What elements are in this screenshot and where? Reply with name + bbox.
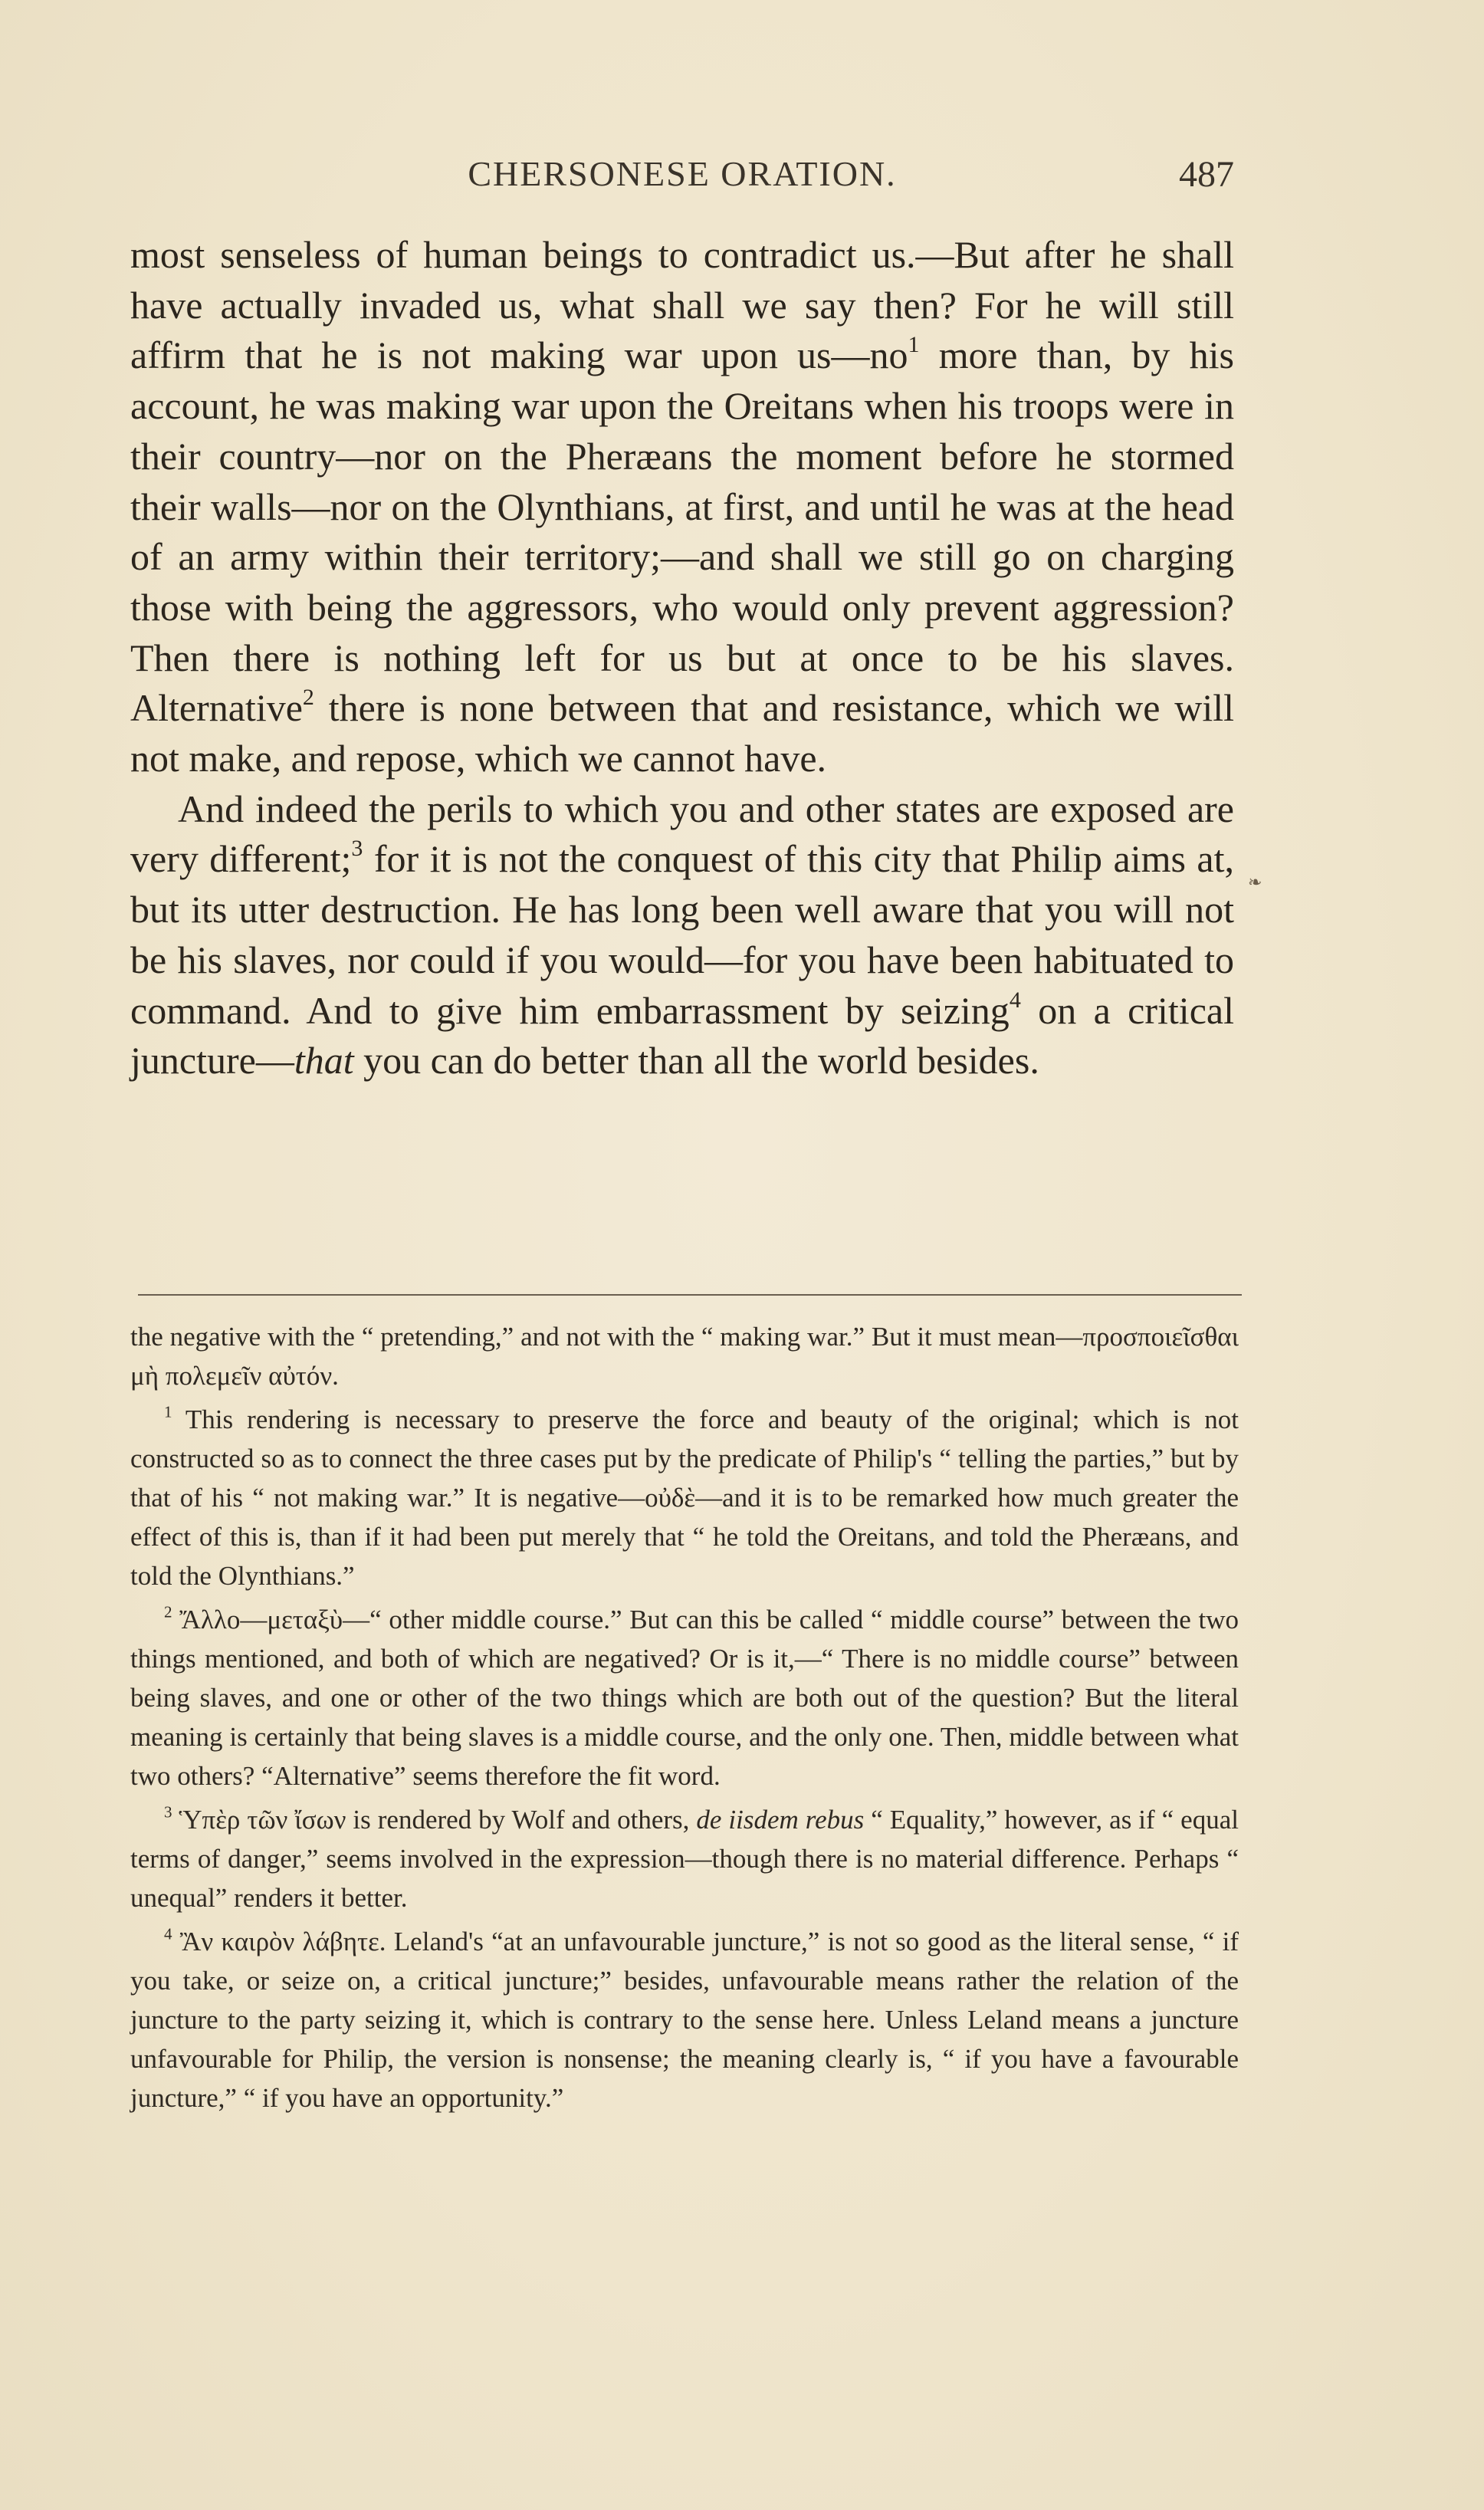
footnote-ref-1: 1 bbox=[908, 332, 920, 358]
footnote-2-text: Ἄλλο—μεταξὺ—“ other middle course.” But can this be called “ middle course” between the two things mentioned, and both of which are negatived? Or is it,—“ There is no middle course” between being slaves, and one or other of the two things which are both out of the question? But the literal meaning is certainly that being slaves is a middle course, and the only one. Then, middle between what two others? “Alternative” seems therefore the fit word. bbox=[130, 1605, 1239, 1791]
footnote-ref-2: 2 bbox=[302, 685, 314, 711]
footnote-3 bbox=[130, 1800, 1239, 1917]
paragraph-2-text-4: you can do better than all the world besides. bbox=[353, 1039, 1039, 1083]
emphasis-that: that bbox=[294, 1039, 354, 1083]
footnote-marker-3: 3 bbox=[164, 1802, 172, 1822]
page-title: CHERSONESE ORATION. bbox=[468, 154, 897, 193]
footnote-1 bbox=[130, 1400, 1239, 1595]
footnote-2 bbox=[130, 1600, 1239, 1795]
footnote-ref-3: 3 bbox=[351, 836, 363, 862]
footnote-marker-1: 1 bbox=[164, 1402, 172, 1421]
footnote-3-latin: de iisdem rebus bbox=[696, 1805, 865, 1835]
paragraph-2 bbox=[130, 784, 1234, 1086]
footnote-3-text-a: Ὑπὲρ τῶν ἴσων is rendered by Wolf and others, bbox=[172, 1805, 697, 1835]
footnote-continuation: the negative with the “ pretending,” and not with the “ making war.” But it must mean—προσποιεῖσθαι μὴ πολεμεῖν αὐτόν. bbox=[130, 1322, 1239, 1391]
footnotes bbox=[130, 1317, 1239, 2122]
paragraph-2-text-2: for it is not the conquest of this city that Philip aims at, but its utter destruction. He has long been well aware that you will not be his slaves, nor could if you would—for you have been habituated to command. And to give him embarrassment by seizing bbox=[130, 837, 1234, 1032]
paragraph-2-text: And indeed the perils to which you and other states are exposed are very different; bbox=[130, 787, 1234, 881]
paragraph-1-text-2: more than, by his account, he was making war upon the Oreitans when his troops were in their country—nor on the Pheræans the moment before he stormed their walls—nor on the Olynthians, at first, and until he was at the head of an army within their territory;—and shall we still go on charging those with being the aggressors, who would only prevent aggression? Then there is nothing left for us but at once to be his slaves. Alternative bbox=[130, 333, 1234, 730]
running-head bbox=[130, 153, 1234, 207]
footnote-4 bbox=[130, 1922, 1239, 2117]
margin-mark: ❧ bbox=[1248, 872, 1262, 892]
footnote-marker-2: 2 bbox=[164, 1602, 172, 1621]
footnote-3-text-b: “ Equality,” however, as if “ equal terms of danger,” seems involved in the expression—though there is no material difference. Perhaps “ unequal” renders it better. bbox=[130, 1805, 1239, 1913]
footnote-ref-4: 4 bbox=[1009, 987, 1021, 1013]
paragraph-1 bbox=[130, 230, 1234, 784]
paragraph-1-text: most senseless of human beings to contradict us.—But after he shall have actually invaded us, what shall we say then? For he will still affirm that he is not making war upon us—no bbox=[130, 233, 1234, 377]
footnote-1-text: This rendering is necessary to preserve the force and beauty of the original; which is not constructed so as to connect the three cases put by the predicate of Philip's “ telling the parties,” but by that of his “ not making war.” It is negative—οὐδὲ—and it is to be remarked how much greater the effect of this is, than if it had been put merely that “ he told the Oreitans, and told the Pheræans, and told the Olynthians.” bbox=[130, 1404, 1239, 1591]
footnote-marker-4: 4 bbox=[164, 1924, 172, 1943]
footnote-4-text: Ἂν καιρὸν λάβητε. Leland's “at an unfavourable juncture,” is not so good as the literal sense, “ if you take, or seize on, a critical juncture;” besides, unfavourable means rather the relation of the juncture to the party seizing it, which is contrary to the sense here. Unless Leland means a juncture unfavourable for Philip, the version is nonsense; the meaning clearly is, “ if you have a favourable juncture,” “ if you have an opportunity.” bbox=[130, 1927, 1239, 2113]
footnote-rule bbox=[138, 1294, 1242, 1296]
paragraph-1-text-3: there is none between that and resistance, which we will not make, and repose, which we cannot have. bbox=[130, 686, 1234, 780]
main-text bbox=[130, 230, 1234, 1086]
page-number: 487 bbox=[1179, 154, 1234, 195]
paragraph-2-text-3: on a critical juncture— bbox=[130, 988, 1234, 1083]
